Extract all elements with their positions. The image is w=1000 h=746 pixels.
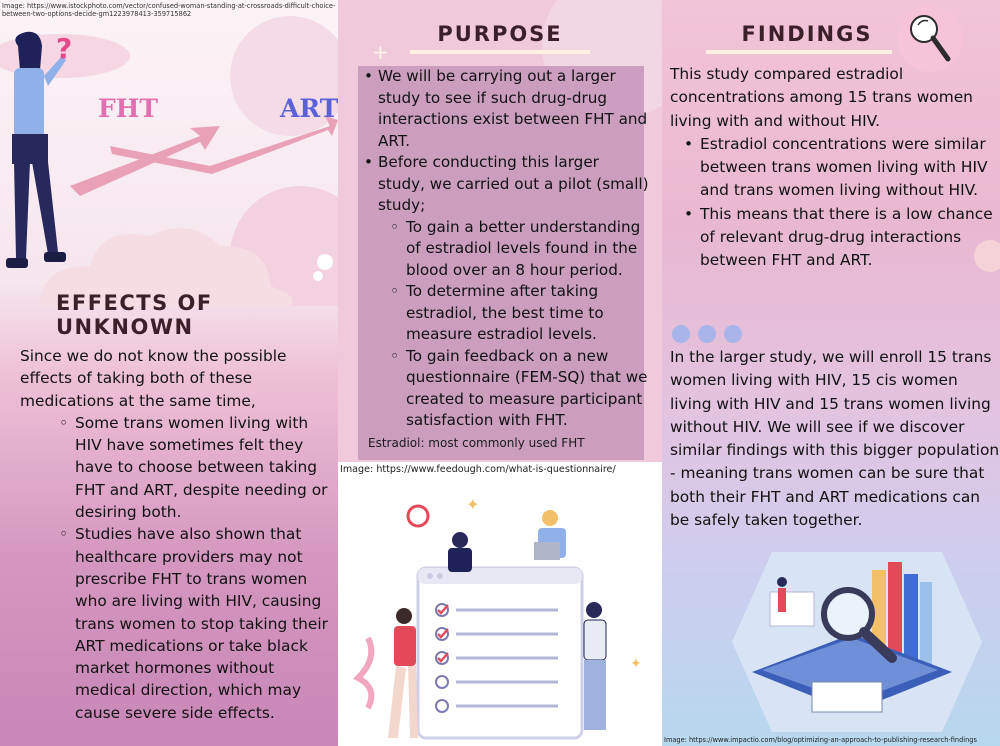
list-item — [378, 152, 650, 432]
sparkle-icon: + — [372, 40, 389, 64]
purpose-sub-list — [406, 217, 650, 432]
list-item: ◦ To determine after taking estradiol, the best time to measure estradiol levels. — [406, 281, 650, 346]
heading-purpose: PURPOSE — [437, 22, 563, 46]
effects-intro: Since we do not know the possible effects of taking both of these medications at the same time, — [20, 347, 287, 410]
question-mark-icon: ? — [56, 32, 73, 65]
heading-effects-of-unknown: EFFECTS OF UNKNOWN — [56, 291, 213, 339]
dot — [724, 325, 742, 343]
svg-text:✦: ✦ — [630, 656, 642, 672]
image-credit-middle: Image: https://www.feedough.com/what-is-questionnaire/ — [340, 464, 616, 475]
list-item: ◦ Studies have also shown that healthcare providers may not prescribe FHT to trans women who are living with HIV, causing trans women to stop taking their ART medications or take black market hormones without medical direction, which may cause severe side effects. — [75, 523, 338, 724]
panel-purpose — [338, 0, 662, 746]
larger-study-paragraph: In the larger study, we will enroll 15 trans women living with HIV, 15 cis women living with HIV and 15 trans women living without HIV. We will see if we discover similar findings with this bigger population - meaning trans women can be sure that both their FHT and ART medications can be safely taken together. — [670, 348, 1000, 530]
panel-findings — [662, 0, 1000, 746]
purpose-bullet-list — [378, 66, 650, 432]
findings-text — [670, 63, 1000, 273]
effects-bullet-list — [75, 412, 338, 724]
list-item: • We will be carrying out a larger study to see if such drug-drug interactions exist between FHT and ART. — [378, 66, 650, 152]
heading-underline — [706, 50, 892, 54]
estradiol-caption: Estradiol: most commonly used FHT — [368, 436, 585, 450]
heading-findings: FINDINGS — [741, 22, 873, 46]
list-item-text: Before conducting this larger study, we carried out a pilot (small) study; — [378, 153, 649, 214]
crossroads-illustration — [0, 16, 338, 306]
effects-body — [20, 345, 338, 724]
list-item: • Estradiol concentrations were similar between trans women living with HIV and trans women living without HIV. — [700, 133, 1000, 203]
list-item: • This means that there is a low chance of relevant drug-drug interactions between FHT and ART. — [700, 203, 1000, 273]
image-credit-left: Image: https://www.istockphoto.com/vector/confused-woman-standing-at-crossroads-difficult-choice-between-two-options-decide-gm1223978413-359715862 — [2, 2, 336, 18]
svg-text:✦: ✦ — [466, 495, 480, 514]
findings-bullet-list — [700, 133, 1000, 273]
sign-fht: FHT — [98, 94, 158, 123]
purpose-text — [360, 66, 650, 432]
list-item: ◦ To gain a better understanding of estradiol levels found in the blood over an 8 hour period. — [406, 217, 650, 282]
heading-underline — [410, 50, 590, 54]
dot — [698, 325, 716, 343]
dot — [672, 325, 690, 343]
image-credit-right: Image: https://www.impactio.com/blog/optimizing-an-approach-to-publishing-research-findings — [664, 736, 977, 744]
decorative-dots — [672, 325, 750, 347]
sign-art: ART — [280, 94, 338, 123]
research-findings-illustration — [732, 552, 992, 732]
panel-effects-of-unknown — [0, 0, 338, 746]
findings-intro: This study compared estradiol concentrations among 15 trans women living with and without HIV. — [670, 65, 973, 130]
list-item: ◦ Some trans women living with HIV have sometimes felt they have to choose between taking FHT and ART, despite needing or desiring both. — [75, 412, 338, 523]
list-item: ◦ To gain feedback on a new questionnaire (FEM-SQ) that we created to measure participant satisfaction with FHT. — [406, 346, 650, 432]
questionnaire-illustration — [338, 478, 662, 746]
